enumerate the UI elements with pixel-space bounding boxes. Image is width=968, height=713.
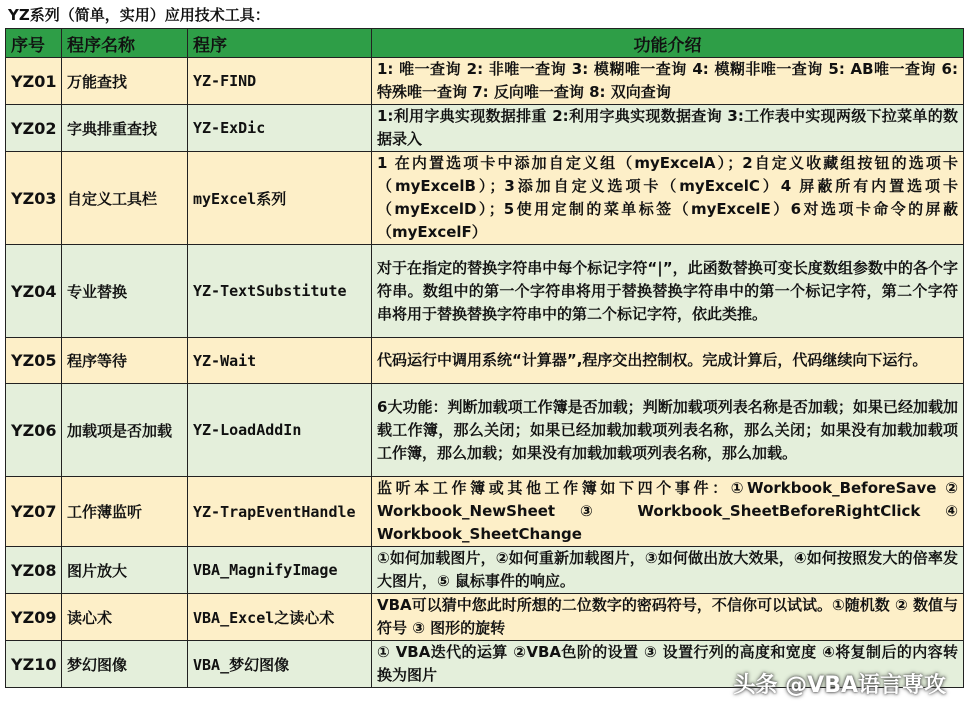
row-name-cell: 图片放大 bbox=[62, 547, 188, 594]
row-name-cell: 程序等待 bbox=[62, 338, 188, 384]
header-program: 程序 bbox=[188, 29, 372, 58]
row-id-cell: YZ05 bbox=[6, 338, 62, 384]
row-program-cell: VBA_MagnifyImage bbox=[188, 547, 372, 594]
table-row bbox=[6, 58, 964, 105]
row-description-cell: 1:利用字典实现数据排重 2:利用字典实现数据查询 3:工作表中实现两级下拉菜单的数据录入 bbox=[372, 105, 964, 152]
row-name-cell: 读心术 bbox=[62, 594, 188, 641]
row-program-cell: YZ-TrapEventHandle bbox=[188, 477, 372, 547]
row-description-cell: VBA可以猜中您此时所想的二位数字的密码符号，不信你可以试试。①随机数 ② 数值与符号 ③ 图形的旋转 bbox=[372, 594, 964, 641]
tools-table bbox=[5, 28, 964, 688]
row-name-cell: 梦幻图像 bbox=[62, 641, 188, 688]
table-row bbox=[6, 384, 964, 477]
row-id-cell: YZ08 bbox=[6, 547, 62, 594]
watermark: 头条 @VBA语言専攻 bbox=[733, 673, 946, 698]
row-description-cell: 1: 唯一查询 2: 非唯一查询 3: 模糊唯一查询 4: 模糊非唯一查询 5: AB唯一查询 6: 特殊唯一查询 7: 反向唯一查询 8: 双向查询 bbox=[372, 58, 964, 105]
row-name-cell: 工作薄监听 bbox=[62, 477, 188, 547]
row-id-cell: YZ02 bbox=[6, 105, 62, 152]
row-program-cell: YZ-LoadAddIn bbox=[188, 384, 372, 477]
row-program-cell: YZ-ExDic bbox=[188, 105, 372, 152]
table-row bbox=[6, 594, 964, 641]
row-name-cell: 加载项是否加载 bbox=[62, 384, 188, 477]
row-program-cell: YZ-FIND bbox=[188, 58, 372, 105]
header-id: 序号 bbox=[6, 29, 62, 58]
row-program-cell: YZ-Wait bbox=[188, 338, 372, 384]
header-description: 功能介绍 bbox=[372, 29, 964, 58]
row-description-cell: 1 在内置选项卡中添加自定义组（myExcelA）；2自定义收藏组按钮的选项卡（myExcelB）；3添加自定义选项卡（myExcelC）4 屏蔽所有内置选项卡（myExcelD）；5使用定制的菜单标签（myExcelE）6对选项卡命令的屏蔽（myExcelF） bbox=[372, 152, 964, 245]
row-program-cell: VBA_Excel之读心术 bbox=[188, 594, 372, 641]
row-id-cell: YZ07 bbox=[6, 477, 62, 547]
table-row bbox=[6, 152, 964, 245]
row-name-cell: 字典排重查找 bbox=[62, 105, 188, 152]
header-name: 程序名称 bbox=[62, 29, 188, 58]
row-id-cell: YZ03 bbox=[6, 152, 62, 245]
row-name-cell: 自定义工具栏 bbox=[62, 152, 188, 245]
table-row bbox=[6, 477, 964, 547]
row-program-cell: YZ-TextSubstitute bbox=[188, 245, 372, 338]
row-description-cell: ① VBA迭代的运算 ②VBA色阶的设置 ③ 设置行列的高度和宽度 ④将复制后的内容转换为图片 bbox=[372, 641, 964, 688]
row-name-cell: 万能查找 bbox=[62, 58, 188, 105]
table-row bbox=[6, 105, 964, 152]
row-description-cell: 代码运行中调用系统“计算器”,程序交出控制权。完成计算后，代码继续向下运行。 bbox=[372, 338, 964, 384]
table-body bbox=[6, 58, 964, 688]
row-id-cell: YZ06 bbox=[6, 384, 62, 477]
table-row bbox=[6, 547, 964, 594]
table-row bbox=[6, 338, 964, 384]
row-id-cell: YZ01 bbox=[6, 58, 62, 105]
row-program-cell: myExcel系列 bbox=[188, 152, 372, 245]
header-row bbox=[6, 29, 964, 58]
row-id-cell: YZ10 bbox=[6, 641, 62, 688]
row-description-cell: 对于在指定的替换字符串中每个标记字符“|”，此函数替换可变长度数组参数中的各个字符串。数组中的第一个字符串将用于替换替换字符串中的第一个标记字符，第二个字符串将用于替换替换字符串中的第二个标记字符，依此类推。 bbox=[372, 245, 964, 338]
page-title: YZ系列（简单，实用）应用技术工具： bbox=[8, 6, 270, 24]
row-description-cell: 6大功能：判断加载项工作簿是否加载；判断加载项列表名称是否加载；如果已经加载加载工作簿，那么关闭；如果已经加载加载项列表名称，那么关闭；如果没有加载加载项工作簿，那么加载；如果没有加载加载项列表名称，那么加载。 bbox=[372, 384, 964, 477]
row-id-cell: YZ09 bbox=[6, 594, 62, 641]
row-id-cell: YZ04 bbox=[6, 245, 62, 338]
table-row bbox=[6, 245, 964, 338]
row-description-cell: 监听本工作簿或其他工作簿如下四个事件：①Workbook_BeforeSave ② Workbook_NewSheet ③ Workbook_SheetBeforeRightClick ④ Workbook_SheetChange bbox=[372, 477, 964, 547]
row-program-cell: VBA_梦幻图像 bbox=[188, 641, 372, 688]
row-description-cell: ①如何加载图片，②如何重新加载图片，③如何做出放大效果，④如何按照发大的倍率发大图片，⑤ 鼠标事件的响应。 bbox=[372, 547, 964, 594]
row-name-cell: 专业替换 bbox=[62, 245, 188, 338]
